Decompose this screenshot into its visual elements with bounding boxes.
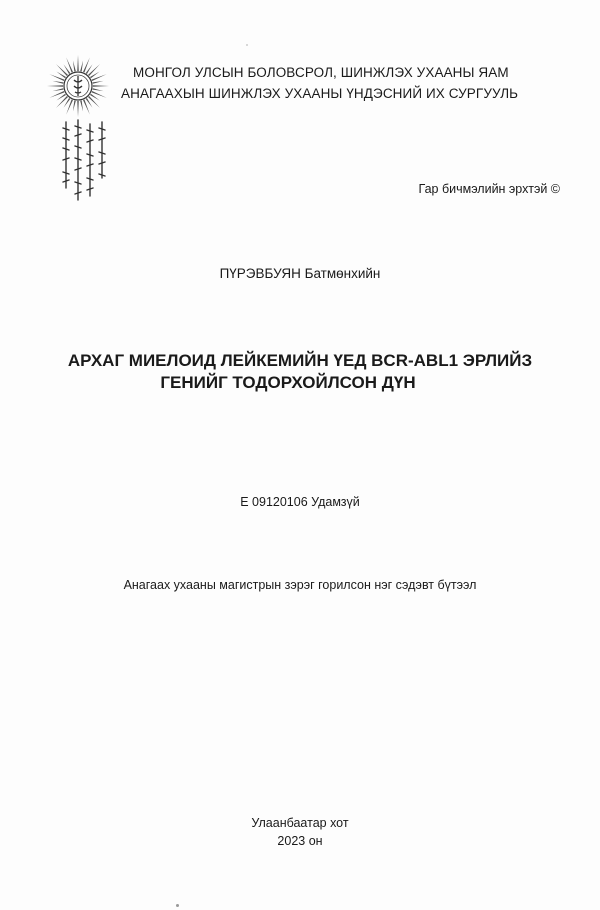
emblem-ray <box>88 64 100 76</box>
emblem-ray <box>93 85 109 87</box>
emblem-ray <box>53 88 64 91</box>
emblem-ray <box>93 81 104 84</box>
thesis-title-line-1: АРХАГ МИЕЛОИД ЛЕЙКЕМИЙН ҮЕД BCR-ABL1 ЭРЛИЙЗ <box>67 351 533 370</box>
specialty-code: E 09120106 Удамзүй <box>240 495 360 509</box>
university-name: АНАГААХЫН ШИНЖЛЭХ УХААНЫ ҮНДЭСНИЙ ИХ СУРГУУЛЬ <box>121 86 519 101</box>
copyright-note: Гар бичмэлийн эрхтэй © <box>418 182 560 196</box>
emblem-ray <box>80 61 83 72</box>
publication-year: 2023 он <box>277 834 323 848</box>
scan-speck <box>176 904 179 907</box>
ministry-name: МОНГОЛ УЛСЫН БОЛОВСРОЛ, ШИНЖЛЭХ УХААНЫ ЯАМ <box>133 65 509 80</box>
scan-speck <box>246 44 248 46</box>
emblem-ray <box>77 55 79 71</box>
emblem-ray <box>93 88 104 91</box>
emblem-ray <box>73 101 76 112</box>
mongolian-script-icon <box>58 118 112 204</box>
emblem-ray <box>56 96 68 108</box>
emblem-ray <box>77 101 79 117</box>
emblem-ray <box>56 64 68 76</box>
place-of-publication: Улаанбаатар хот <box>251 816 349 830</box>
university-emblem-icon <box>46 54 110 118</box>
emblem-ray <box>73 61 76 72</box>
emblem-ray <box>53 81 64 84</box>
emblem-ray <box>47 85 63 87</box>
emblem-ray <box>80 101 83 112</box>
thesis-title-line-2: ГЕНИЙГ ТОДОРХОЙЛСОН ДҮН <box>160 373 416 392</box>
author-name: ПҮРЭВБУЯН Батмөнхийн <box>219 266 381 281</box>
degree-statement: Анагаах ухааны магистрын зэрэг горилсон нэг сэдэвт бүтээл <box>123 578 477 592</box>
emblem-ray <box>88 96 100 108</box>
